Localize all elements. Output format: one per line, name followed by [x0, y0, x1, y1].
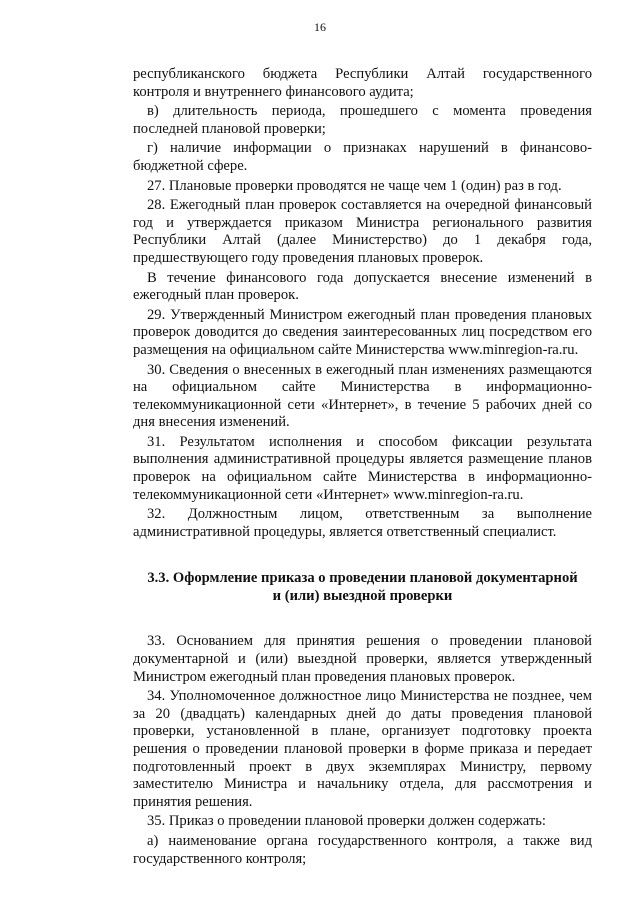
paragraph-item-a: а) наименование органа государственного контроля, а также вид государственного контроля; — [133, 832, 592, 867]
paragraph-34: 34. Уполномоченное должностное лицо Министерства не позднее, чем за 20 (двадцать) календарных дней до даты проведения плановой проверки, установленной в плане, организует подготовку проекта решения о проведении плановой проверки в форме приказа и передает подготовленный проект в двух экземплярах Министру, первому заместителю Министра и начальнику отдела, для рассмотрения и принятия решения. — [133, 688, 592, 810]
section-heading-line-2: и (или) выездной проверки — [272, 588, 453, 605]
paragraph-31: 31. Результатом исполнения и способом фиксации результата выполнения административной процедуры является размещение планов проверок на официальном сайте Министерства в информационно-телекоммуникационной сети «Интернет» www.minregion-ra.ru. — [133, 433, 592, 503]
paragraph-28: 28. Ежегодный план проверок составляется на очередной финансовый год и утверждается приказом Министра регионального развития Республики Алтай (далее Министерство) до 1 декабря года, предшествующего году проведения плановых проверок. — [133, 197, 592, 266]
paragraph-item-g: г) наличие информации о признаках нарушений в финансово-бюджетной сфере. — [133, 140, 592, 174]
section-heading — [133, 569, 592, 605]
paragraph-32: 32. Должностным лицом, ответственным за выполнение административной процедуры, является ответственный специалист. — [133, 506, 592, 540]
page-number: 16 — [314, 20, 326, 34]
paragraph-27: 27. Плановые проверки проводятся не чаще чем 1 (один) раз в год. — [147, 177, 562, 194]
paragraph-30: 30. Сведения о внесенных в ежегодный план изменениях размещаются на официальном сайте Министерства в информационно-телекоммуникационной сети «Интернет», в течение 5 рабочих дней со дня внесения изменений. — [133, 361, 592, 431]
paragraph-29: 29. Утвержденный Министром ежегодный план проведения плановых проверок доводится до сведения заинтересованных лиц посредством его размещения на официальном сайте Министерства www.minregion-ra.ru. — [133, 306, 592, 358]
document-body — [133, 66, 592, 868]
paragraph-35: 35. Приказ о проведении плановой проверки должен содержать: — [147, 813, 546, 830]
paragraph-continuation: республиканского бюджета Республики Алтай государственного контроля и внутреннего финансового аудита; — [133, 66, 592, 100]
section-heading-line-1: 3.3. Оформление приказа о проведении плановой документарной — [147, 570, 578, 587]
paragraph-plan-changes: В течение финансового года допускается внесение изменений в ежегодный план проверок. — [133, 269, 592, 304]
paragraph-item-v: в) длительность периода, прошедшего с момента проведения последней плановой проверки; — [133, 103, 592, 137]
paragraph-33: 33. Основанием для принятия решения о проведении плановой документарной и (или) выездной проверки, является утвержденный Министром ежегодный план проведения плановых проверок. — [133, 633, 592, 685]
